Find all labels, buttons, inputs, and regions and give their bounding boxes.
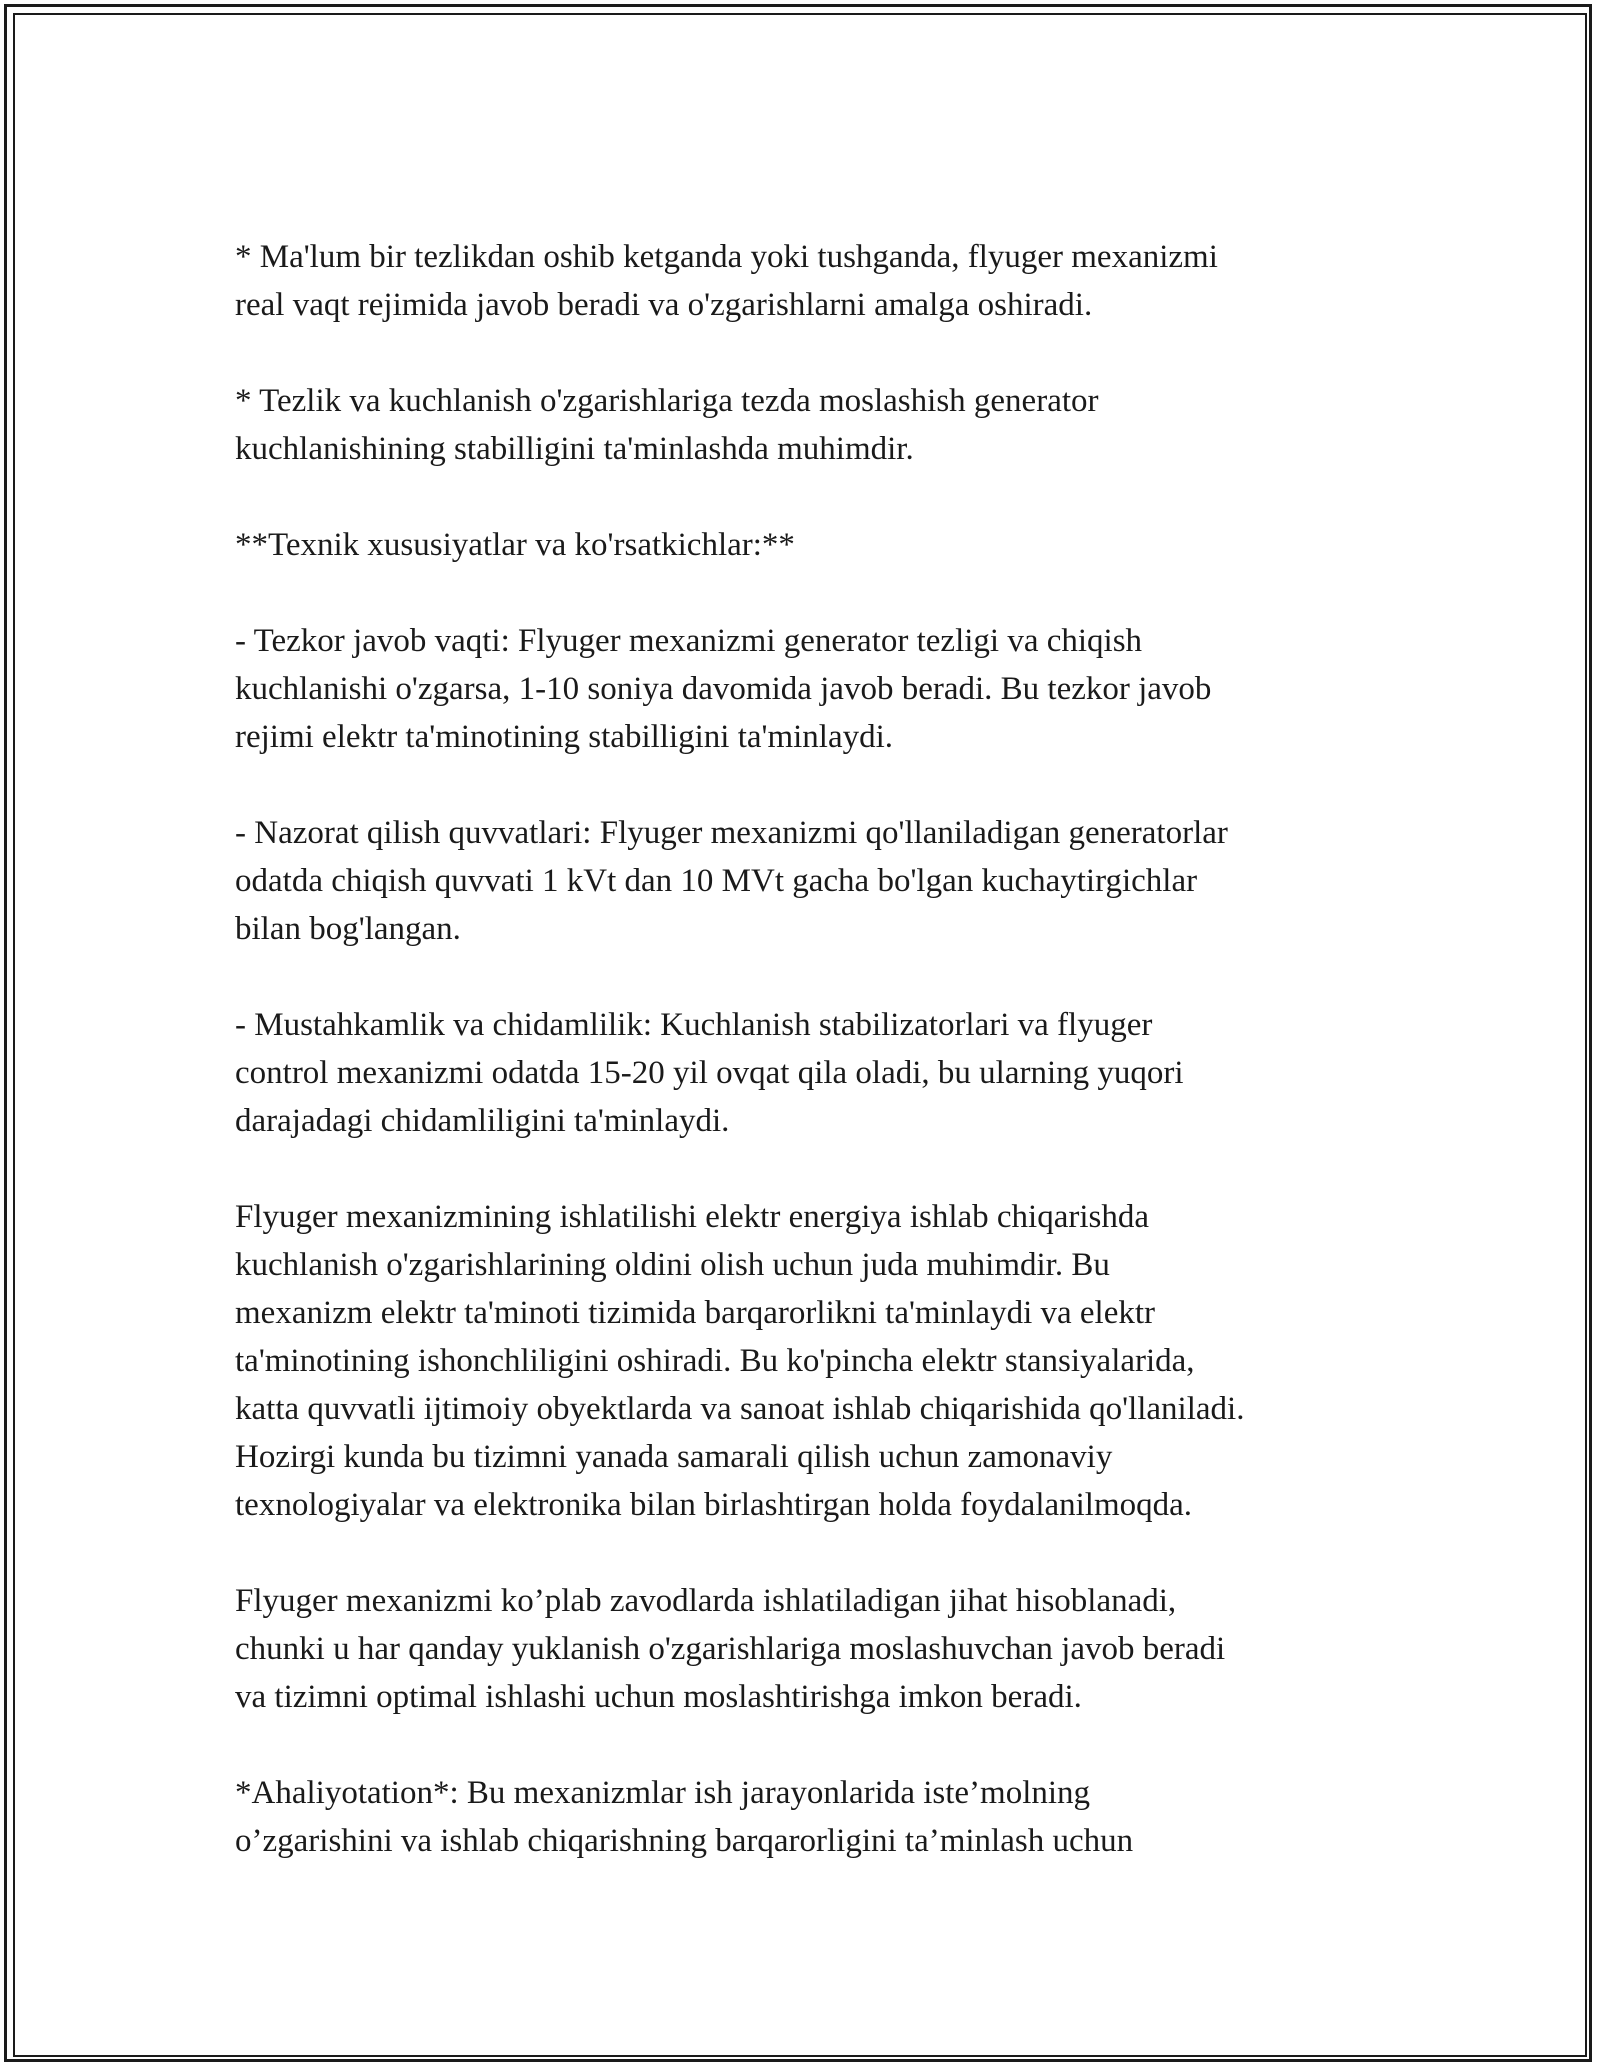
paragraph-voltage-adaptation: * Tezlik va kuchlanish o'zgarishlariga tezda moslashish generator kuchlanishining stabilligini ta'minlashda muhimdir. (235, 383, 1099, 467)
paragraph-ahaliyotation: *Ahaliyotation*: Bu mexanizmlar ish jarayonlarida iste’molning o’zgarishini va ishlab chiqarishning barqarorligini ta’minlash uchun (235, 1775, 1134, 1859)
paragraph-factory-usage: Flyuger mexanizmi ko’plab zavodlarda ishlatiladigan jihat hisoblanadi, chunki u har qanday yuklanish o'zgarishlariga moslashuvchan javob beradi va tizimni optimal ishlashi uchun moslashtirishga imkon beradi. (235, 1583, 1226, 1715)
list-item-control-power: - Nazorat qilish quvvatlari: Flyuger mexanizmi qo'llaniladigan generatorlar odatda chiqish quvvati 1 kVt dan 10 MVt gacha bo'lgan kuchaytirgichlar bilan bog'langan. (235, 815, 1228, 947)
list-item-durability: - Mustahkamlik va chidamlilik: Kuchlanish stabilizatorlari va flyuger control mexanizmi odatda 15-20 yil ovqat qila oladi, bu ularning yuqori darajadagi chidamliligini ta'minlaydi. (235, 1007, 1184, 1139)
document-body (235, 233, 1365, 1865)
list-item-response-time: - Tezkor javob vaqti: Flyuger mexanizmi generator tezligi va chiqish kuchlanishi o'zgarsa, 1-10 soniya davomida javob beradi. Bu tezkor javob rejimi elektr ta'minotining stabilligini ta'minlaydi. (235, 623, 1212, 755)
paragraph-usage-importance: Flyuger mexanizmining ishlatilishi elektr energiya ishlab chiqarishda kuchlanish o'zgarishlarining oldini olish uchun juda muhimdir. Bu mexanizm elektr ta'minoti tizimida barqarorlikni ta'minlaydi va elektr ta'minotining ishonchliligini oshiradi. Bu ko'pincha elektr stansiyalarida, katta quvvatli ijtimoiy obyektlarda va sanoat ishlab chiqarishida qo'llaniladi. Hozirgi kunda bu tizimni yanada samarali qilish uchun zamonaviy texnologiyalar va elektronika bilan birlashtirgan holda foydalanilmoqda. (235, 1199, 1245, 1523)
section-heading-specs: **Texnik xususiyatlar va ko'rsatkichlar:** (235, 527, 795, 563)
paragraph-speed-response: * Ma'lum bir tezlikdan oshib ketganda yoki tushganda, flyuger mexanizmi real vaqt rejimida javob beradi va o'zgarishlarni amalga oshiradi. (235, 239, 1218, 323)
